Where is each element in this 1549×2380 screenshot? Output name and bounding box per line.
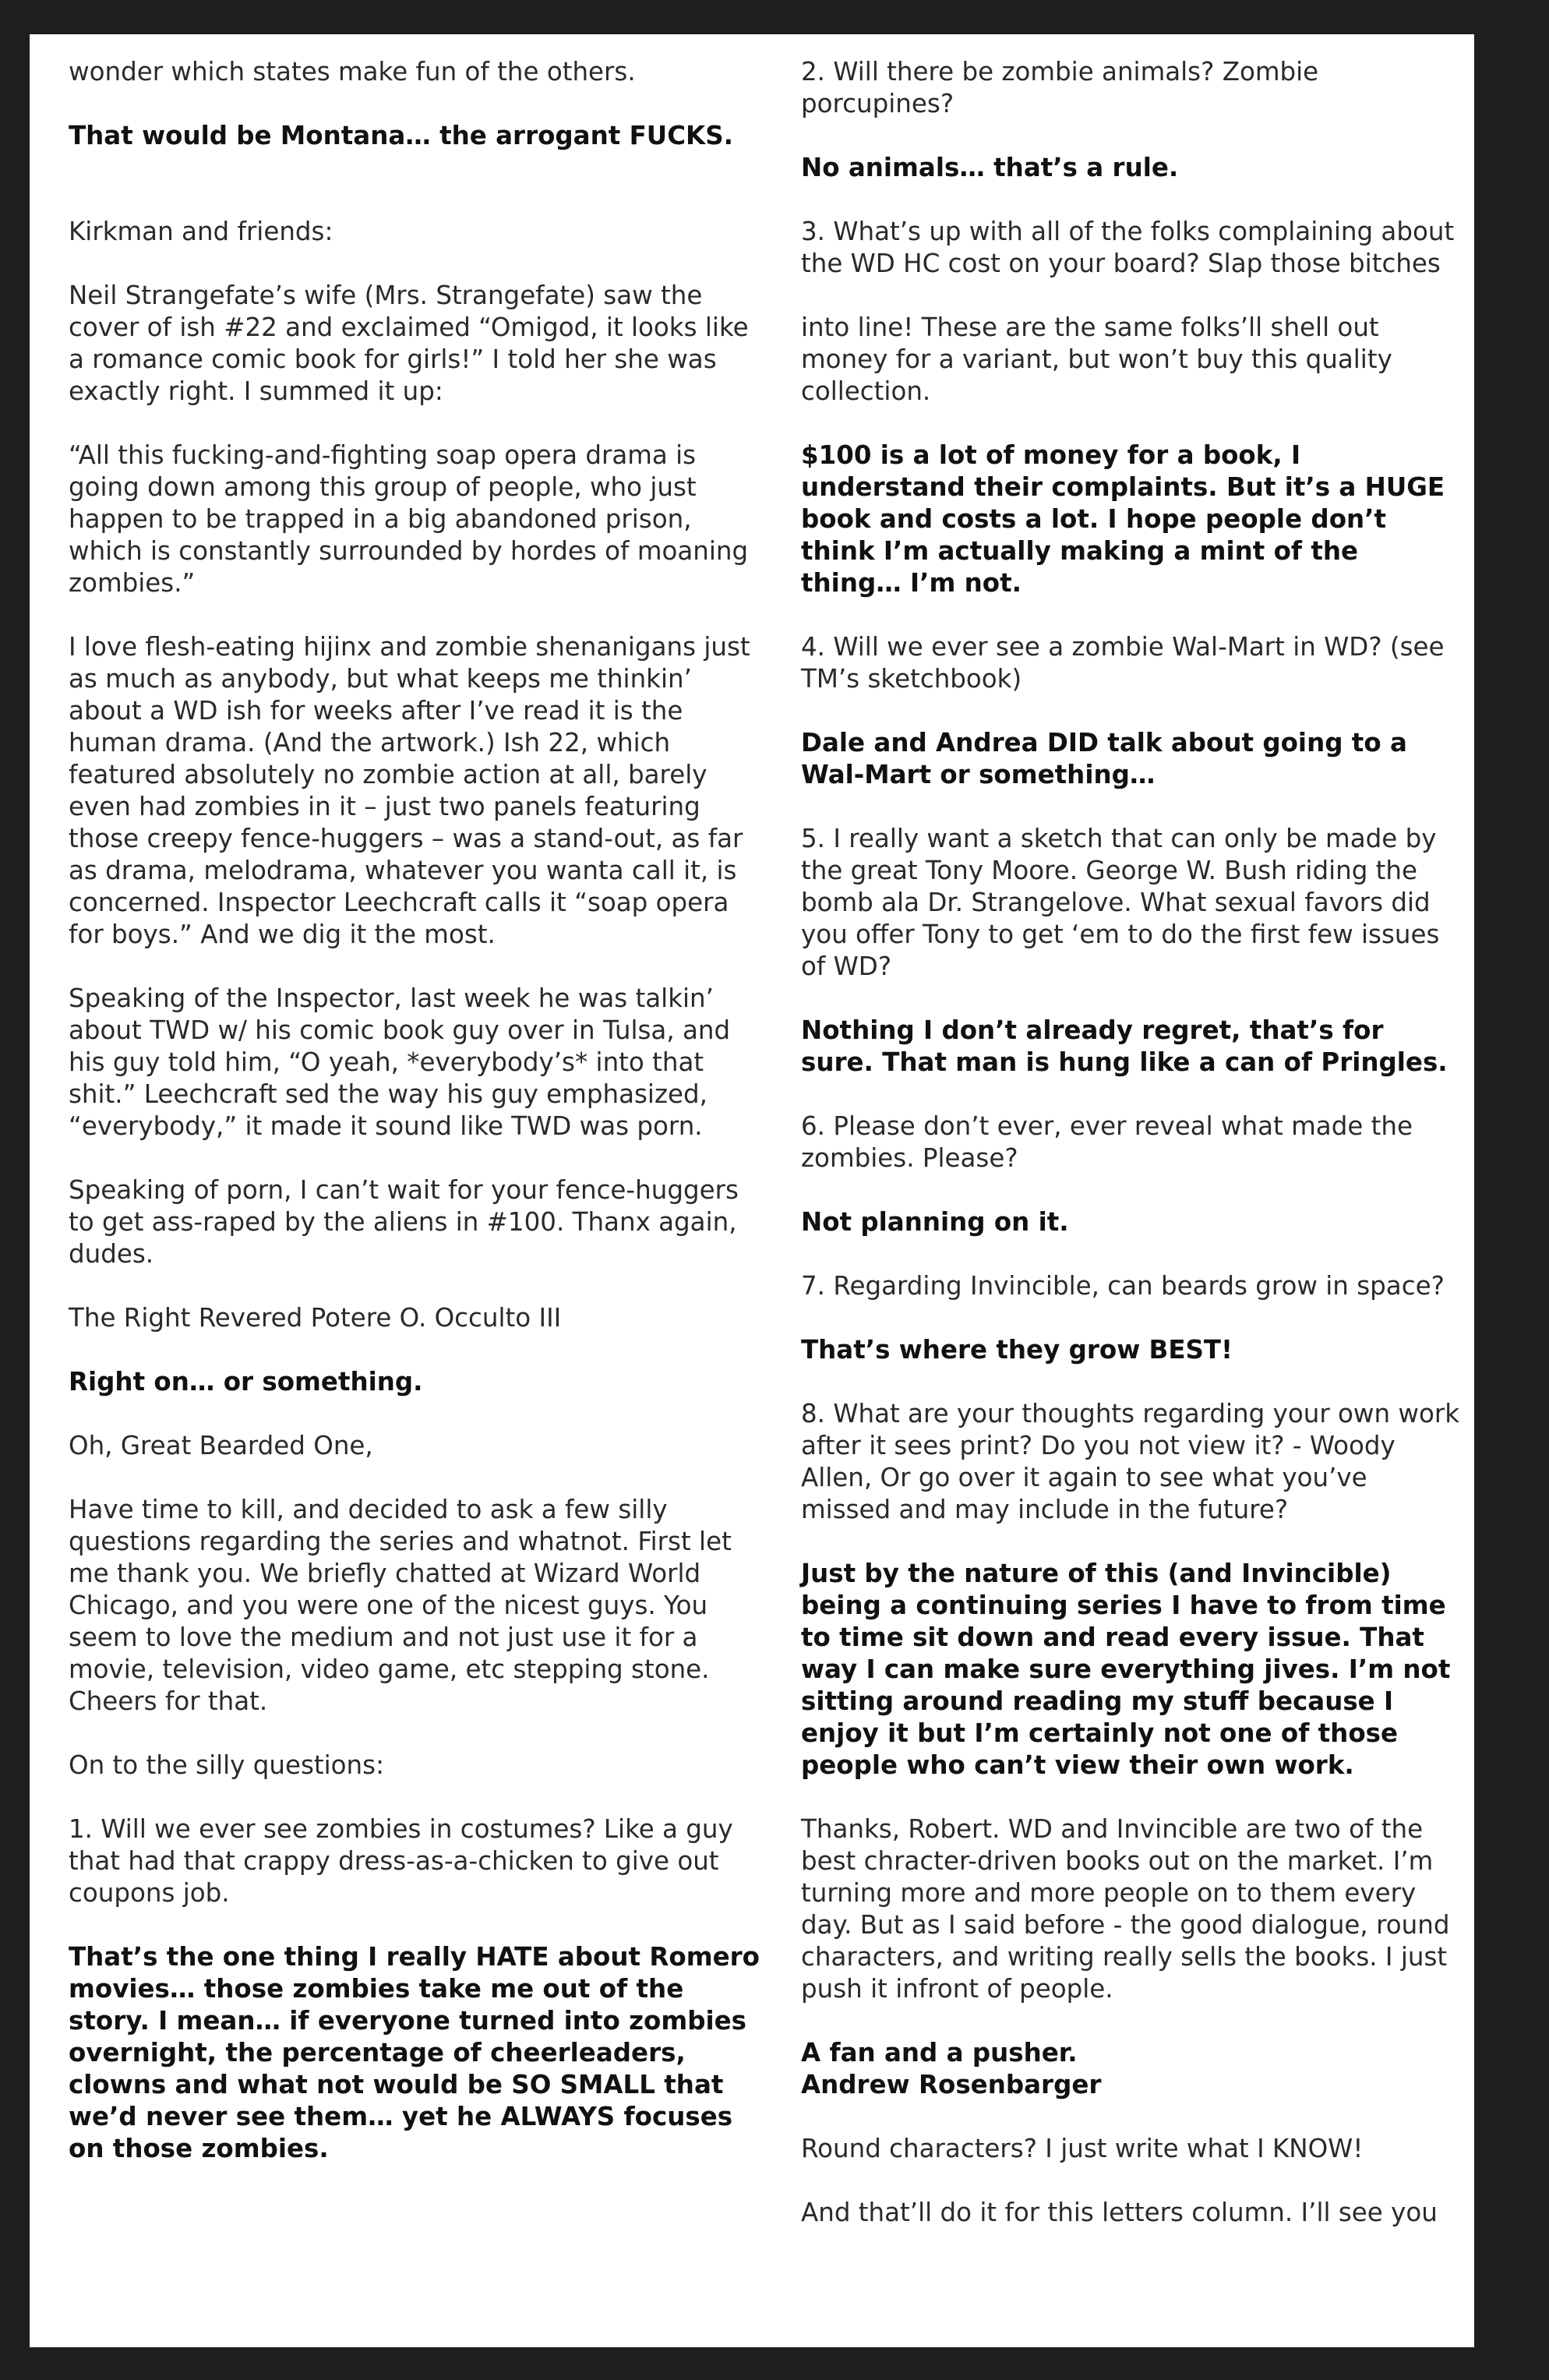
paragraph: On to the silly questions: xyxy=(69,1750,385,1780)
question-paragraph: 2. Will there be zombie animals? Zombie porcupines? xyxy=(801,57,1319,118)
question-paragraph: 7. Regarding Invincible, can beards grow in space? xyxy=(801,1271,1445,1301)
right-column xyxy=(801,56,1463,2261)
reply-paragraph: Round characters? I just write what I KNOW! xyxy=(801,2134,1364,2163)
reply-paragraph: No animals… that’s a rule. xyxy=(801,153,1179,182)
reply-paragraph: That’s where they grow BEST! xyxy=(801,1335,1233,1365)
paragraph: wonder which states make fun of the others. xyxy=(69,57,636,87)
question-paragraph: 4. Will we ever see a zombie Wal-Mart in WD? (see TM’s sketchbook) xyxy=(801,632,1445,694)
question-paragraph: 8. What are your thoughts regarding your own work after it sees print? Do you not view it? - Woody Allen, Or go over it again to see what you’ve missed and may include in the future? xyxy=(801,1399,1460,1524)
left-column xyxy=(69,56,770,2197)
paragraph: I love flesh-eating hijinx and zombie shenanigans just as much as anybody, but what keeps me thinkin’ about a WD ish for weeks after I’ve read it is the human drama. (And the artwork.) Ish 22, which featured absolutely no zombie action at all, barely even had zombies in it – just two panels featuring those creepy fence-huggers – was a stand-out, as far as drama, melodrama, whatever you wanta call it, is concerned. Inspector Leechcraft calls it “soap opera for boys.” And we dig it the most. xyxy=(69,632,750,949)
closing-paragraph: And that’ll do it for this letters column. I’ll see you xyxy=(801,2198,1438,2227)
question-paragraph: 1. Will we ever see zombies in costumes? Like a guy that had that crappy dress-as-a-chicken to give out coupons job. xyxy=(69,1814,733,1908)
letter-salutation: Oh, Great Bearded One, xyxy=(69,1431,373,1460)
question-paragraph: 6. Please don’t ever, ever reveal what made the zombies. Please? xyxy=(801,1111,1413,1173)
reply-paragraph: Nothing I don’t already regret, that’s for sure. That man is hung like a can of Pringles. xyxy=(801,1015,1448,1077)
paragraph: into line! These are the same folks’ll shell out money for a variant, but won’t buy this quality collection. xyxy=(801,313,1392,406)
letter-signoff: A fan and a pusher. xyxy=(801,2038,1078,2067)
letter-signature: The Right Revered Potere O. Occulto III xyxy=(69,1303,562,1333)
letter-salutation: Kirkman and friends: xyxy=(69,217,333,246)
question-paragraph: 3. What’s up with all of the folks complaining about the WD HC cost on your board? Slap those bitches xyxy=(801,217,1455,278)
reply-paragraph: Dale and Andrea DID talk about going to a Wal-Mart or something… xyxy=(801,728,1407,789)
paragraph: Thanks, Robert. WD and Invincible are two of the best chracter-driven books out on the market. I’m turning more and more people on to them every day. But as I said before - the good dialogue, round characters, and writing really sells the books. I just push it infront of people. xyxy=(801,1814,1450,2004)
reply-paragraph: $100 is a lot of money for a book, I understand their complaints. But it’s a HUGE book and costs a lot. I hope people don’t think I’m actually making a mint of the thing… I’m not. xyxy=(801,440,1445,598)
question-paragraph: 5. I really want a sketch that can only be made by the great Tony Moore. George W. Bush riding the bomb ala Dr. Strangelove. What sexual favors did you offer Tony to get ‘em to do the first few issues of WD? xyxy=(801,824,1440,981)
letter-signature: Andrew Rosenbarger xyxy=(801,2070,1102,2099)
paragraph: Neil Strangefate’s wife (Mrs. Strangefate) saw the cover of ish #22 and exclaimed “Omigod, it looks like a romance comic book for girls!” I told her she was exactly right. I summed it up: xyxy=(69,281,749,406)
reply-paragraph: That would be Montana… the arrogant FUCKS. xyxy=(69,121,733,150)
paragraph: Speaking of the Inspector, last week he was talkin’ about TWD w/ his comic book guy over in Tulsa, and his guy told him, “O yeah, *everybody’s* into that shit.” Leechcraft sed the way his guy emphasized, “everybody,” it made it sound like TWD was porn. xyxy=(69,983,731,1141)
reply-paragraph: Not planning on it. xyxy=(801,1207,1069,1237)
reply-paragraph: That’s the one thing I really HATE about Romero movies… those zombies take me out of the story. I mean… if everyone turned into zombies overnight, the percentage of cheerleaders, clowns and what not would be SO SMALL that we’d never see them… yet he ALWAYS focuses on those zombies. xyxy=(69,1942,760,2163)
letters-page xyxy=(30,34,1474,2347)
reply-paragraph: Right on… or something. xyxy=(69,1367,423,1397)
paragraph: “All this fucking-and-fighting soap opera drama is going down among this group of people, who just happen to be trapped in a big abandoned prison, which is constantly surrounded by hordes of moaning zombies.” xyxy=(69,440,749,598)
reply-paragraph: Just by the nature of this (and Invincible) being a continuing series I have to from time to time sit down and read every issue. That way I can make sure everything jives. I’m not sitting around reading my stuff because I enjoy it but I’m certainly not one of those people who can’t view their own work. xyxy=(801,1559,1451,1780)
paragraph: Have time to kill, and decided to ask a few silly questions regarding the series and whatnot. First let me thank you. We briefly chatted at Wizard World Chicago, and you were one of the nicest guys. You seem to love the medium and not just use it for a movie, television, video game, etc stepping stone. Cheers for that. xyxy=(69,1495,732,1716)
paragraph: Speaking of porn, I can’t wait for your fence-huggers to get ass-raped by the aliens in #100. Thanx again, dudes. xyxy=(69,1175,739,1269)
